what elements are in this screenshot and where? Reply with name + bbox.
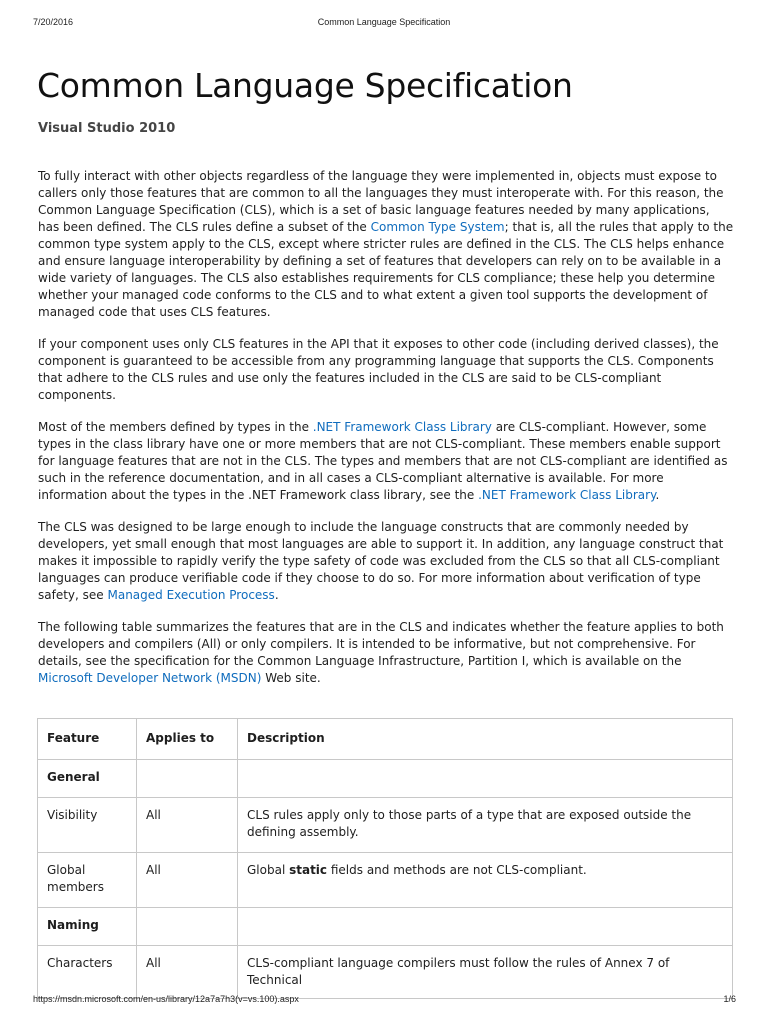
description-cell [238, 853, 733, 908]
group-label: General [38, 760, 137, 798]
text: fields and methods are not CLS-compliant. [327, 863, 587, 877]
description-cell: CLS rules apply only to those parts of a type that are exposed outside the defining assembly. [238, 798, 733, 853]
empty-cell [137, 908, 238, 946]
empty-cell [137, 760, 238, 798]
page-number: 1/6 [723, 994, 736, 1004]
paragraph-design [38, 519, 734, 604]
applies-cell: All [137, 946, 238, 999]
text: are CLS-compliant. However, some types in the class library have one or more members that are not CLS-compliant. These members enable support for language features that are not in the CLS. The types and members that are not CLS-compliant are identified as such in the reference documentation, and in all cases a CLS-compliant alternative is available. For more information about the types in the .NET Framework class library, see the [38, 420, 728, 502]
paragraph-table-intro [38, 619, 734, 687]
group-label: Naming [38, 908, 137, 946]
page-subtitle: Visual Studio 2010 [38, 121, 176, 136]
header-feature: Feature [38, 719, 137, 760]
text: The CLS was designed to be large enough to include the language constructs that are commonly needed by developers, yet small enough that most languages are able to support it. In addition, any language construct that makes it impossible to rapidly verify the type safety of code was excluded from the CLS so that all CLS-compliant languages can produce verifiable code if they choose to do so. For more information about verification of type safety, see [38, 520, 724, 602]
table-header-row [38, 719, 733, 760]
text: To fully interact with other objects regardless of the language they were implemented in, objects must expose to callers only those features that are common to all the languages they must interoperate with. For this reason, the Common Language Specification (CLS), which is a set of basic language features needed by many applications, has been defined. The CLS rules define a subset of the [38, 169, 724, 234]
managed-execution-process-link[interactable]: Managed Execution Process [107, 588, 275, 602]
text: The following table summarizes the features that are in the CLS and indicates whether the feature applies to both developers and compilers (All) or only compilers. It is intended to be informative, but not comprehensive. For details, see the specification for the Common Language Infrastructure, Partition I, which is available on the [38, 620, 724, 668]
common-type-system-link[interactable]: Common Type System [370, 220, 505, 234]
article-body [38, 168, 734, 702]
print-title: Common Language Specification [317, 17, 451, 27]
applies-cell: All [137, 798, 238, 853]
description-cell: CLS-compliant language compilers must follow the rules of Annex 7 of Technical [238, 946, 733, 999]
table-row [38, 798, 733, 853]
empty-cell [238, 760, 733, 798]
paragraph-intro [38, 168, 734, 321]
class-library-link-1[interactable]: .NET Framework Class Library [312, 420, 492, 434]
text: . [655, 488, 660, 502]
empty-cell [238, 908, 733, 946]
page-title: Common Language Specification [37, 66, 573, 105]
feature-cell: Global members [38, 853, 137, 908]
print-url: https://msdn.microsoft.com/en-us/library/12a7a7h3(v=vs.100).aspx [33, 994, 299, 1004]
paragraph-component: If your component uses only CLS features in the API that it exposes to other code (including derived classes), the component is guaranteed to be accessible from any programming language that supports the CLS. Components that adhere to the CLS rules and use only the features included in the CLS are said to be CLS-compliant components. [38, 337, 719, 402]
print-date: 7/20/2016 [33, 17, 74, 27]
text: ; that is, all the rules that apply to the common type system apply to the CLS, except where stricter rules are defined in the CLS. The CLS helps enhance and ensure language interoperability by defining a set of features that developers can rely on to be available in a wide variety of languages. The CLS also establishes requirements for CLS compliance; these help you determine whether your managed code conforms to the CLS and to what extent a given tool supports the development of managed code that uses CLS features. [38, 220, 734, 319]
header-applies-to: Applies to [137, 719, 238, 760]
table-row [38, 853, 733, 908]
text: Web site. [261, 671, 321, 685]
feature-cell: Characters [38, 946, 137, 999]
table-group-row [38, 908, 733, 946]
applies-cell: All [137, 853, 238, 908]
keyword-static: static [289, 863, 328, 877]
paragraph-class-library [38, 419, 734, 504]
table-group-row [38, 760, 733, 798]
print-header [0, 17, 768, 31]
header-description: Description [238, 719, 733, 760]
class-library-link-2[interactable]: .NET Framework Class Library [478, 488, 656, 502]
text: . [274, 588, 279, 602]
text: Most of the members defined by types in the [38, 420, 313, 434]
table-row [38, 946, 733, 999]
feature-cell: Visibility [38, 798, 137, 853]
text: Global [247, 863, 290, 877]
print-footer [0, 994, 768, 1008]
cls-features-table [37, 718, 733, 999]
msdn-link[interactable]: Microsoft Developer Network (MSDN) [38, 671, 262, 685]
